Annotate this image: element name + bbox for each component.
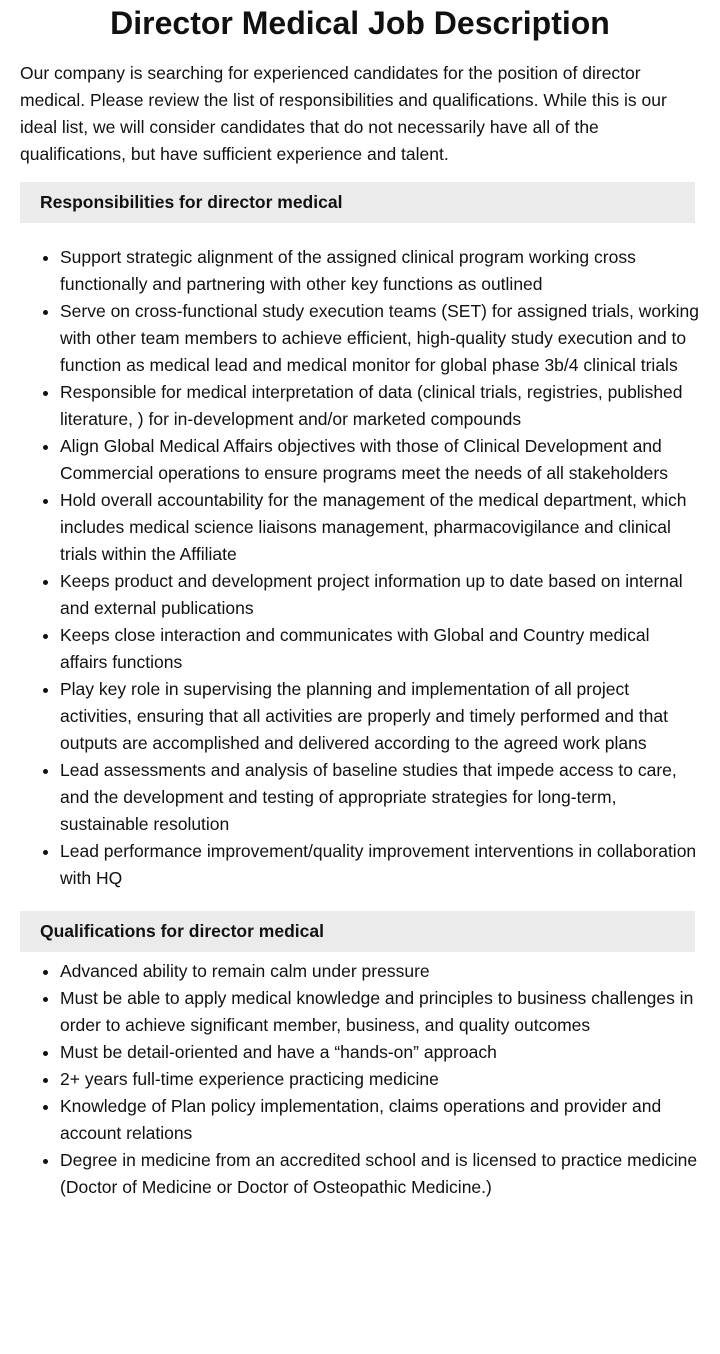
qualifications-heading: Qualifications for director medical bbox=[20, 911, 695, 952]
list-item: • Lead performance improvement/quality improvement interventions in collaboration with HQ bbox=[60, 838, 700, 892]
qualifications-list bbox=[20, 958, 700, 1201]
responsibilities-list bbox=[20, 244, 700, 892]
intro-paragraph: Our company is searching for experienced candidates for the position of director medical. Please review the list of responsibilities and qualifications. While this is our ideal list, we will consider candidates that do not necessarily have all of the qualifications, but have sufficient experience and talent. bbox=[20, 63, 667, 164]
list-item: • Align Global Medical Affairs objectives with those of Clinical Development and Commercial operations to ensure programs meet the needs of all stakeholders bbox=[60, 433, 700, 487]
list-item: • Must be detail-oriented and have a “hands-on” approach bbox=[60, 1039, 700, 1066]
list-item: • 2+ years full-time experience practicing medicine bbox=[60, 1066, 700, 1093]
list-item: • Keeps close interaction and communicates with Global and Country medical affairs functions bbox=[60, 622, 700, 676]
list-item: • Support strategic alignment of the assigned clinical program working cross functionally and partnering with other key functions as outlined bbox=[60, 244, 700, 298]
list-item: • Serve on cross-functional study execution teams (SET) for assigned trials, working with other team members to achieve efficient, high-quality study execution and to function as medical lead and medical monitor for global phase 3b/4 clinical trials bbox=[60, 298, 700, 379]
list-item: • Knowledge of Plan policy implementation, claims operations and provider and account relations bbox=[60, 1093, 700, 1147]
list-item: • Keeps product and development project information up to date based on internal and external publications bbox=[60, 568, 700, 622]
list-item: • Responsible for medical interpretation of data (clinical trials, registries, published literature, ) for in-development and/or marketed compounds bbox=[60, 379, 700, 433]
list-item: • Play key role in supervising the planning and implementation of all project activities, ensuring that all activities are properly and timely performed and that outputs are accomplished and delivered according to the agreed work plans bbox=[60, 676, 700, 757]
list-item: • Must be able to apply medical knowledge and principles to business challenges in order to achieve significant member, business, and quality outcomes bbox=[60, 985, 700, 1039]
page-title: Director Medical Job Description bbox=[110, 5, 610, 41]
responsibilities-heading: Responsibilities for director medical bbox=[20, 182, 695, 223]
list-item: • Hold overall accountability for the management of the medical department, which includes medical science liaisons management, pharmacovigilance and clinical trials within the Affiliate bbox=[60, 487, 700, 568]
list-item: • Lead assessments and analysis of baseline studies that impede access to care, and the development and testing of appropriate strategies for long-term, sustainable resolution bbox=[60, 757, 700, 838]
list-item: • Advanced ability to remain calm under pressure bbox=[60, 958, 700, 985]
list-item: • Degree in medicine from an accredited school and is licensed to practice medicine (Doctor of Medicine or Doctor of Osteopathic Medicine.) bbox=[60, 1147, 700, 1201]
